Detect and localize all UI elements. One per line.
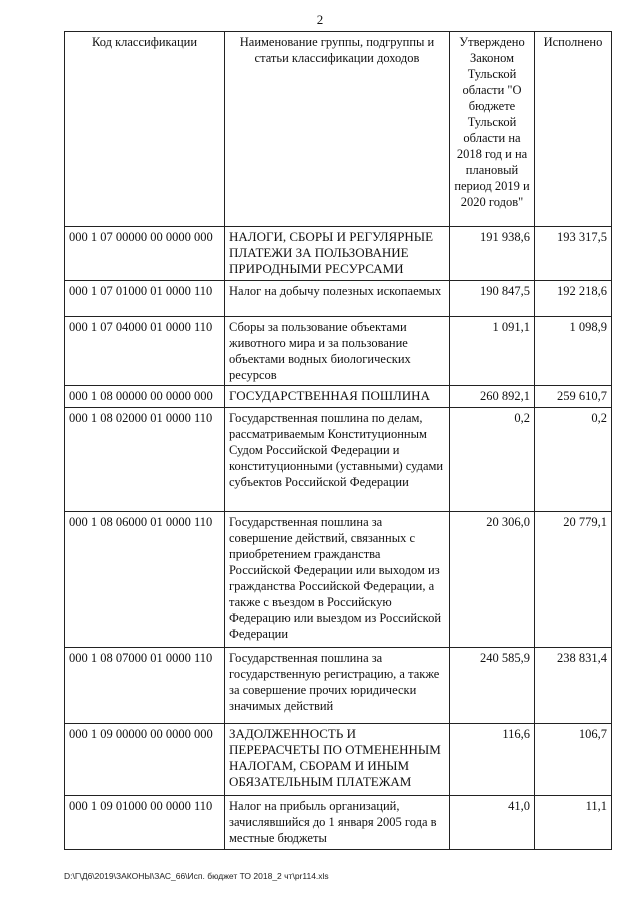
- row-executed: 11,1: [535, 796, 612, 850]
- row-executed: 238 831,4: [535, 648, 612, 724]
- file-path-footer: D:\Г\Д6\2019\ЗАКОНЫ\ЗАС_66\Исп. бюджет ТО 2018_2 чт\pr114.xls: [64, 871, 329, 881]
- row-executed: 192 218,6: [535, 281, 612, 317]
- table-row: [65, 227, 612, 281]
- row-name: Государственная пошлина за государственную регистрацию, а также за совершение прочих юридически значимых действий: [225, 648, 450, 724]
- table-row: [65, 512, 612, 648]
- row-approved: 116,6: [450, 724, 535, 796]
- row-name: Налог на прибыль организаций, зачислявшийся до 1 января 2005 года в местные бюджеты: [225, 796, 450, 850]
- table-row: [65, 386, 612, 408]
- row-code: 000 1 08 00000 00 0000 000: [65, 386, 225, 408]
- row-name: Сборы за пользование объектами животного мира и за пользование объектами водных биологических ресурсов: [225, 317, 450, 386]
- row-code: 000 1 08 07000 01 0000 110: [65, 648, 225, 724]
- row-name: ГОСУДАРСТВЕННАЯ ПОШЛИНА: [225, 386, 450, 408]
- row-approved: 191 938,6: [450, 227, 535, 281]
- header-name: Наименование группы, подгруппы и статьи классификации доходов: [225, 32, 450, 227]
- row-executed: 193 317,5: [535, 227, 612, 281]
- row-approved: 20 306,0: [450, 512, 535, 648]
- row-code: 000 1 09 00000 00 0000 000: [65, 724, 225, 796]
- row-executed: 20 779,1: [535, 512, 612, 648]
- row-executed: 259 610,7: [535, 386, 612, 408]
- row-code: 000 1 09 01000 00 0000 110: [65, 796, 225, 850]
- row-code: 000 1 08 02000 01 0000 110: [65, 408, 225, 512]
- header-code: Код классификации: [65, 32, 225, 227]
- row-code: 000 1 08 06000 01 0000 110: [65, 512, 225, 648]
- table-row: [65, 724, 612, 796]
- row-code: 000 1 07 04000 01 0000 110: [65, 317, 225, 386]
- revenue-table: [64, 31, 612, 850]
- row-name: Налог на добычу полезных ископаемых: [225, 281, 450, 317]
- table-row: [65, 796, 612, 850]
- table-row: [65, 281, 612, 317]
- table-row: [65, 317, 612, 386]
- table-row: [65, 408, 612, 512]
- row-code: 000 1 07 01000 01 0000 110: [65, 281, 225, 317]
- table-header-row: [65, 32, 612, 227]
- row-name: ЗАДОЛЖЕННОСТЬ И ПЕРЕРАСЧЕТЫ ПО ОТМЕНЕННЫМ НАЛОГАМ, СБОРАМ И ИНЫМ ОБЯЗАТЕЛЬНЫМ ПЛАТЕЖАМ: [225, 724, 450, 796]
- header-executed: Исполнено: [535, 32, 612, 227]
- header-approved: Утверждено Законом Тульской области "О бюджете Тульской области на 2018 год и на плановый период 2019 и 2020 годов": [450, 32, 535, 227]
- row-approved: 190 847,5: [450, 281, 535, 317]
- row-approved: 260 892,1: [450, 386, 535, 408]
- row-approved: 240 585,9: [450, 648, 535, 724]
- row-executed: 0,2: [535, 408, 612, 512]
- row-executed: 1 098,9: [535, 317, 612, 386]
- table-row: [65, 648, 612, 724]
- row-approved: 41,0: [450, 796, 535, 850]
- row-executed: 106,7: [535, 724, 612, 796]
- row-name: Государственная пошлина по делам, рассматриваемым Конституционным Судом Российской Федерации и конституционными (уставными) судами субъектов Российской Федерации: [225, 408, 450, 512]
- row-name: Государственная пошлина за совершение действий, связанных с приобретением гражданства Российской Федерации или выходом из гражданства Российской Федерации, а также с въездом в Российскую Федерацию или выездом из Российской Федерации: [225, 512, 450, 648]
- row-approved: 1 091,1: [450, 317, 535, 386]
- row-name: НАЛОГИ, СБОРЫ И РЕГУЛЯРНЫЕ ПЛАТЕЖИ ЗА ПОЛЬЗОВАНИЕ ПРИРОДНЫМИ РЕСУРСАМИ: [225, 227, 450, 281]
- row-approved: 0,2: [450, 408, 535, 512]
- row-code: 000 1 07 00000 00 0000 000: [65, 227, 225, 281]
- page-number: 2: [316, 12, 324, 27]
